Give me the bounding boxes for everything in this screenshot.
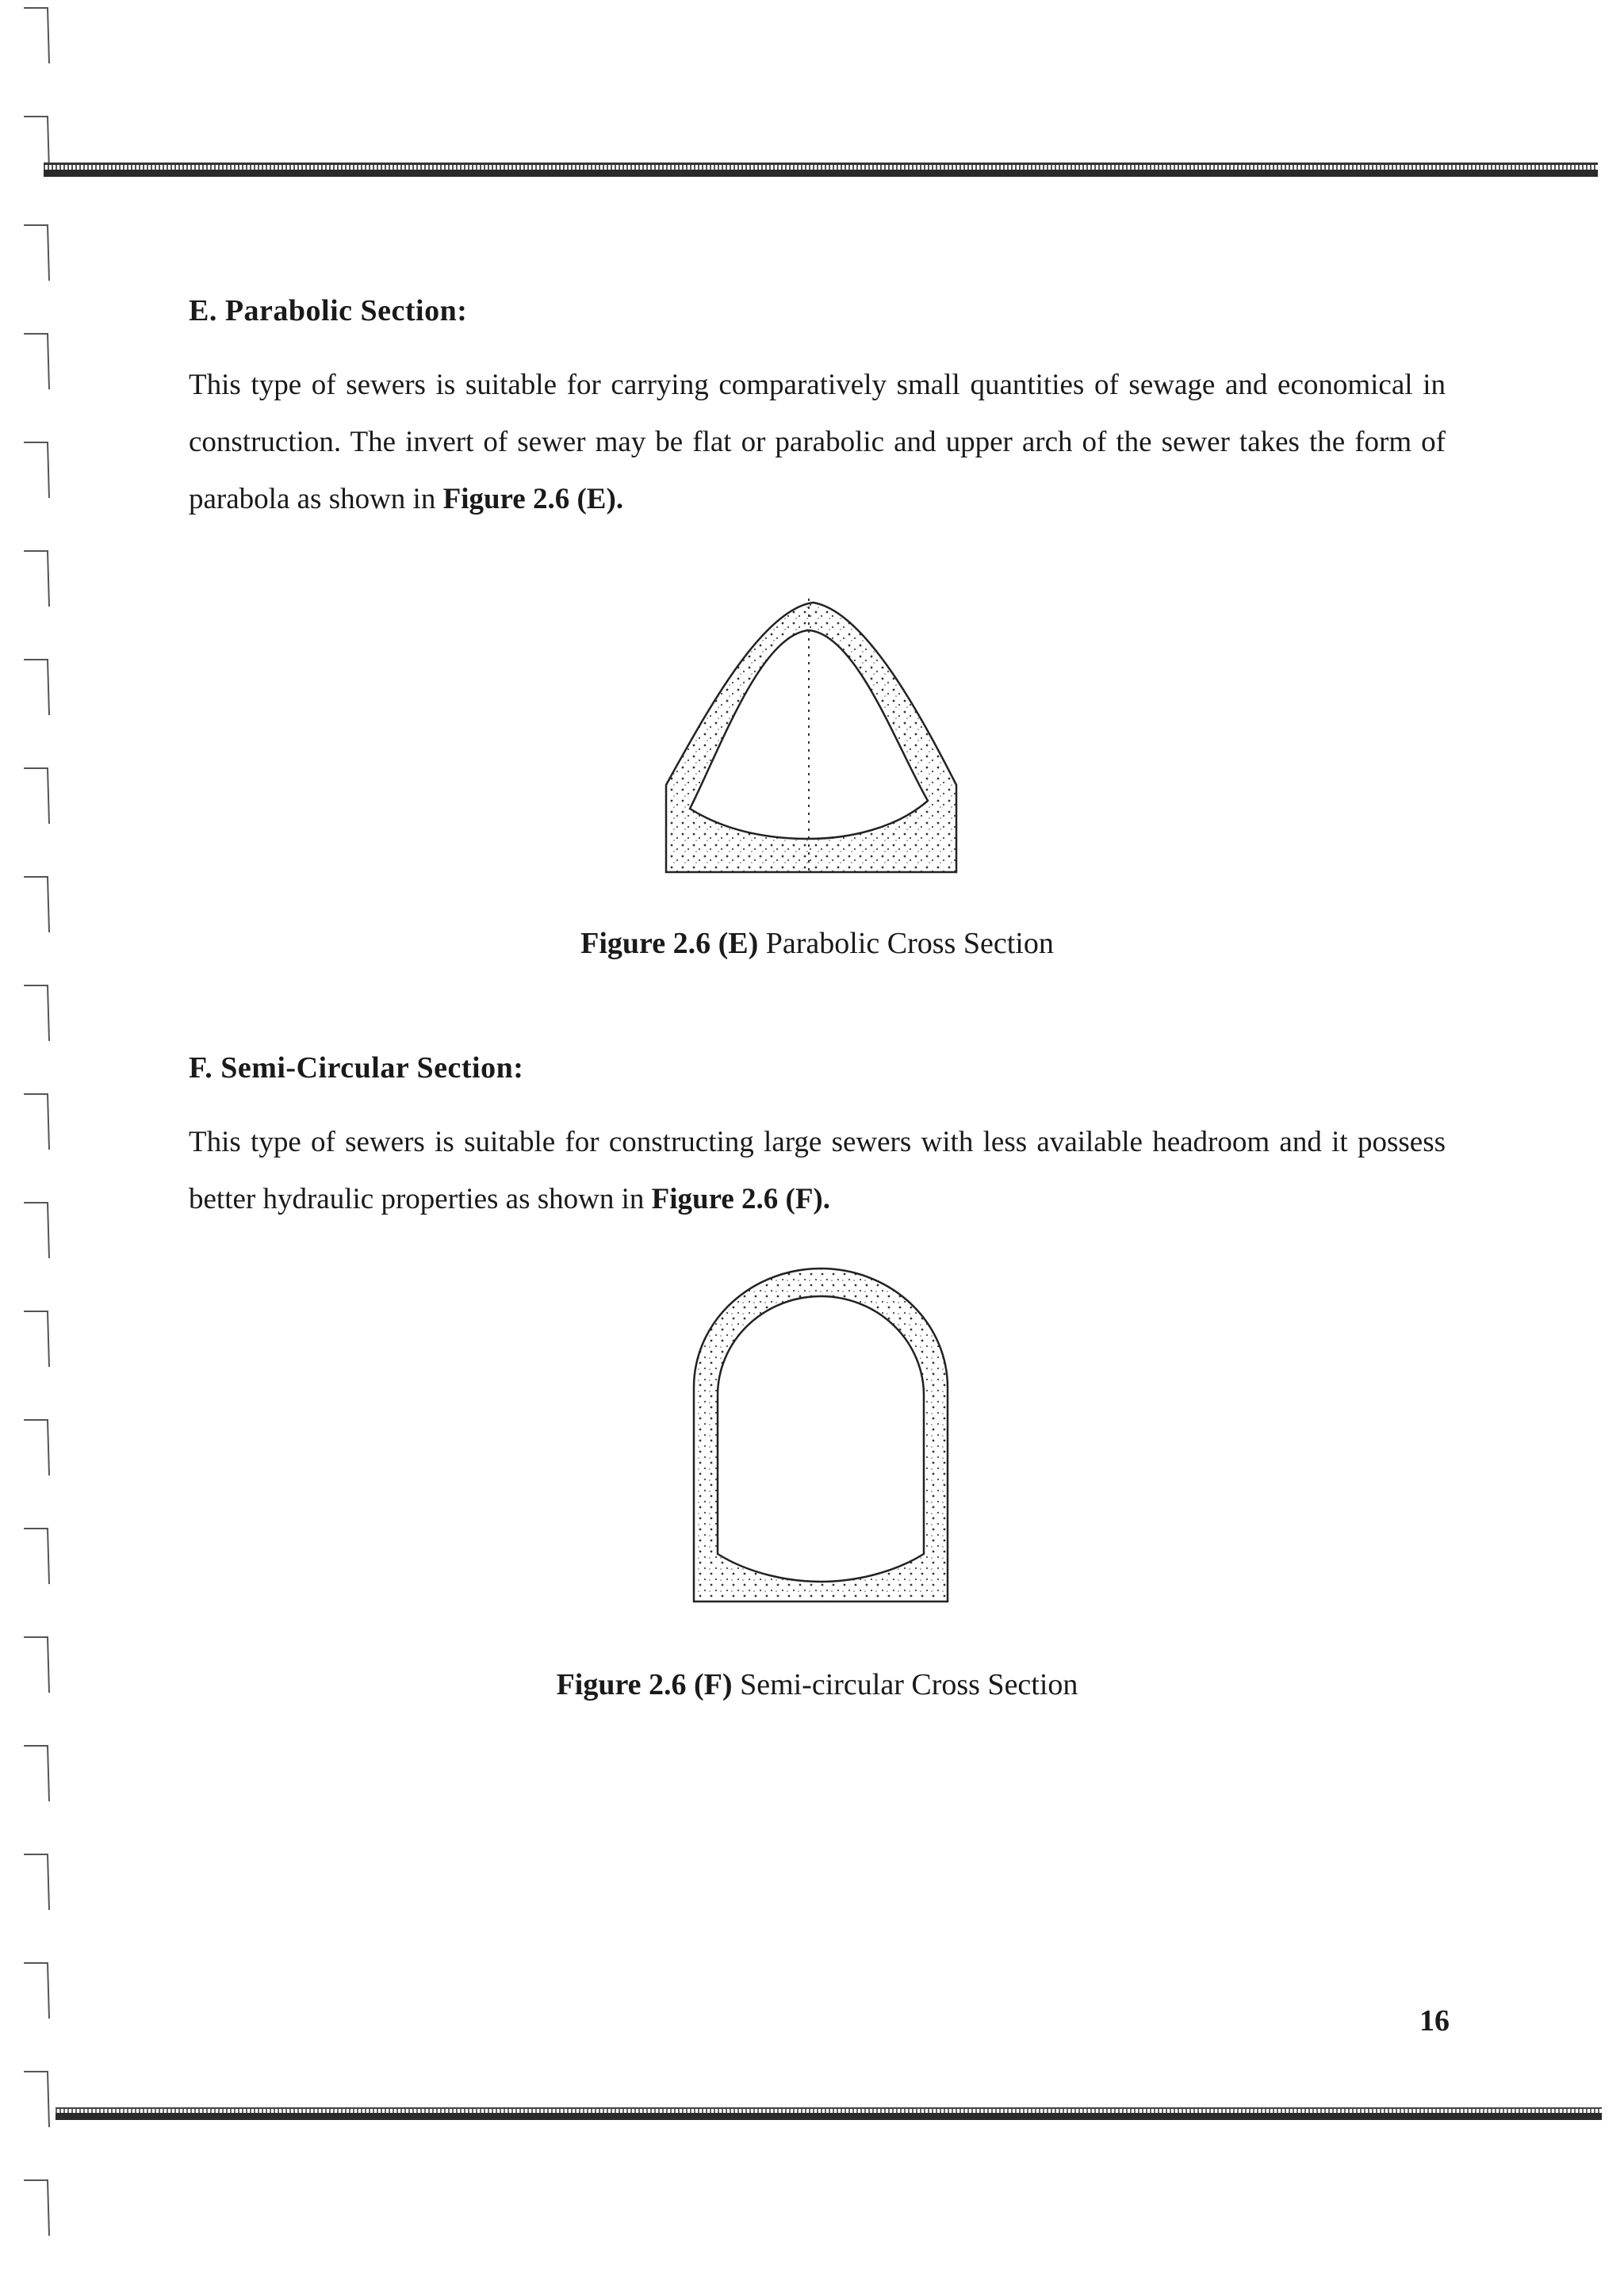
section-f-paragraph xyxy=(189,1114,1446,1228)
section-f xyxy=(189,1050,1446,1085)
binding-mark xyxy=(24,1529,49,1584)
binding-mark xyxy=(24,551,49,607)
binding-marks xyxy=(0,0,71,2296)
section-e xyxy=(189,293,1446,328)
binding-mark xyxy=(24,985,49,1041)
binding-mark xyxy=(24,877,49,932)
section-f-tail: . xyxy=(822,1183,831,1215)
binding-mark xyxy=(24,768,49,824)
binding-mark xyxy=(24,442,49,498)
figure-e-label: Figure 2.6 (E) xyxy=(580,927,759,960)
section-f-figure-ref: Figure 2.6 (F) xyxy=(651,1183,823,1215)
binding-mark xyxy=(24,1746,49,1801)
page-number: 16 xyxy=(1419,2004,1450,2038)
binding-mark xyxy=(24,1963,49,2019)
figure-f-label: Figure 2.6 (F) xyxy=(556,1668,733,1701)
figure-f-text: Semi-circular Cross Section xyxy=(732,1668,1078,1701)
semi-circular-inner-opening xyxy=(718,1296,924,1582)
binding-mark xyxy=(24,1637,49,1693)
section-e-body: This type of sewers is suitable for carrying comparatively small quantities of sewage and economical in construction. The invert of sewer may be flat or parabolic and upper arch of the sewer takes the form of parabola as shown in xyxy=(189,369,1446,515)
binding-mark xyxy=(24,2072,49,2127)
binding-mark xyxy=(24,334,49,389)
section-e-paragraph xyxy=(189,357,1446,528)
section-f-heading: F. Semi-Circular Section: xyxy=(189,1051,524,1085)
binding-mark xyxy=(24,8,49,63)
binding-mark xyxy=(24,2180,49,2236)
section-e-figure-ref: Figure 2.6 (E) xyxy=(442,483,616,515)
binding-mark xyxy=(24,1311,49,1367)
semi-circular-section-figure xyxy=(686,1261,956,1609)
section-f-body: This type of sewers is suitable for constructing large sewers with less available headroom and it possess better hydraulic properties as shown in xyxy=(189,1126,1446,1215)
binding-mark xyxy=(24,225,49,281)
section-e-heading: E. Parabolic Section: xyxy=(189,294,468,327)
figure-e-text: Parabolic Cross Section xyxy=(758,927,1054,960)
section-e-tail: . xyxy=(615,483,624,515)
parabolic-section-figure xyxy=(658,587,975,888)
binding-mark xyxy=(24,1420,49,1475)
footer-rule xyxy=(56,2107,1602,2120)
binding-mark xyxy=(24,1203,49,1258)
binding-mark xyxy=(24,1094,49,1150)
header-rule xyxy=(44,163,1598,177)
binding-mark xyxy=(24,1854,49,1910)
binding-mark xyxy=(24,660,49,715)
